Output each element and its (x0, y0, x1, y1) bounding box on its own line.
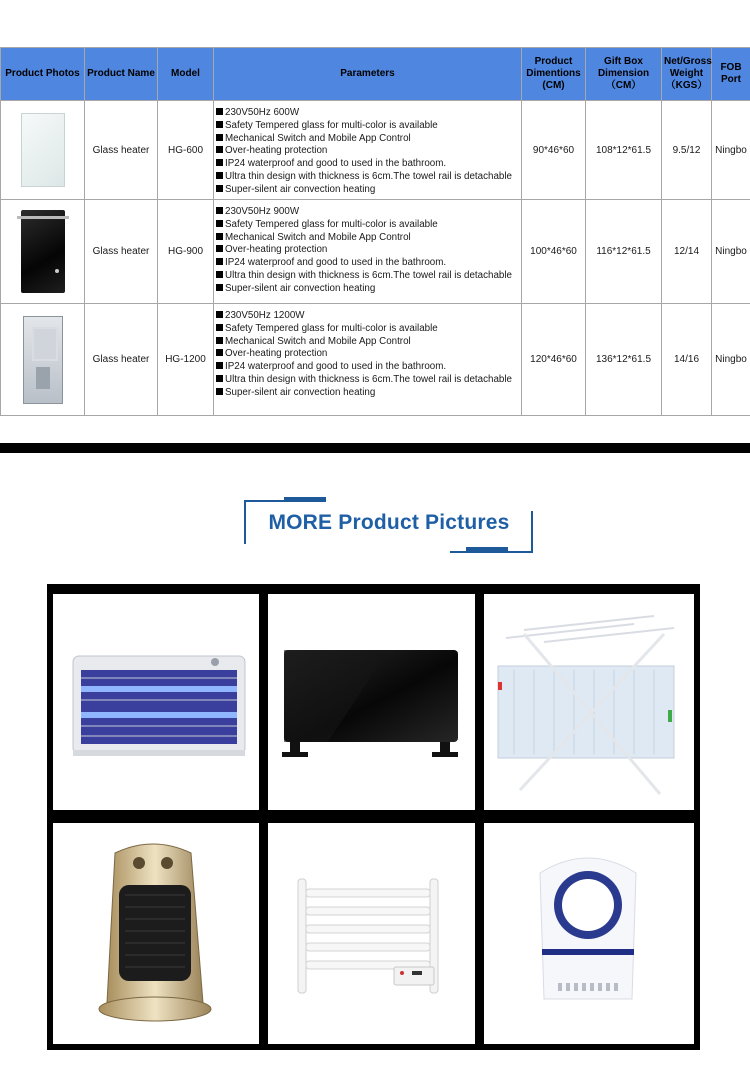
param-line: Mechanical Switch and Mobile App Control (216, 336, 521, 349)
product-dimensions: 120*46*60 (522, 304, 586, 416)
parameters (214, 200, 522, 304)
product-photo-cell (1, 304, 85, 416)
header-weight: Net/Gross Weight （KGS） (662, 48, 712, 101)
param-line: Mechanical Switch and Mobile App Control (216, 232, 521, 245)
black-glass-heater-image (21, 210, 65, 293)
towel-rail-icon (268, 823, 475, 1044)
gallery-item-ceramic-fan-heater (53, 823, 259, 1044)
param-line: IP24 waterproof and good to used in the bathroom. (216, 257, 521, 270)
fob-port: Ningbo (712, 304, 750, 416)
param-line: IP24 waterproof and good to used in the bathroom. (216, 158, 521, 171)
frame-top-accent (284, 497, 326, 502)
fob-port: Ningbo (712, 101, 750, 200)
black-convector-icon (268, 594, 475, 810)
param-line: Super-silent air convection heating (216, 283, 521, 296)
product-name: Glass heater (85, 304, 158, 416)
header-product-dimensions: Product Dimentions (CM) (522, 48, 586, 101)
table-row (1, 200, 750, 304)
header-product-name: Product Name (85, 48, 158, 101)
gallery-item-mosquito-trap (484, 823, 694, 1044)
param-line: Mechanical Switch and Mobile App Control (216, 133, 521, 146)
header-parameters: Parameters (214, 48, 522, 101)
param-line: Super-silent air convection heating (216, 184, 521, 197)
section-heading-frame (244, 497, 534, 553)
product-dimensions: 90*46*60 (522, 101, 586, 200)
silver-heater-image (23, 316, 63, 404)
param-line: Super-silent air convection heating (216, 387, 521, 400)
param-line: 230V50Hz 900W (216, 206, 521, 219)
product-name: Glass heater (85, 200, 158, 304)
header-model: Model (158, 48, 214, 101)
section-title: MORE Product Pictures (268, 511, 510, 534)
section-divider (0, 443, 750, 453)
product-name: Glass heater (85, 101, 158, 200)
panel-heater-rack-icon (484, 594, 694, 810)
param-line: Ultra thin design with thickness is 6cm.The towel rail is detachable (216, 171, 521, 184)
param-line: Ultra thin design with thickness is 6cm.The towel rail is detachable (216, 270, 521, 283)
gallery-item-black-convector (268, 594, 475, 810)
param-line: Over-heating protection (216, 145, 521, 158)
product-dimensions: 100*46*60 (522, 200, 586, 304)
param-line: Ultra thin design with thickness is 6cm.The towel rail is detachable (216, 374, 521, 387)
gallery-item-panel-heater-rack (484, 594, 694, 810)
product-photo-cell (1, 101, 85, 200)
param-line: 230V50Hz 1200W (216, 310, 521, 323)
table-row (1, 101, 750, 200)
product-gallery (47, 584, 700, 1050)
param-line: Over-heating protection (216, 244, 521, 257)
table-row (1, 304, 750, 416)
mosquito-killer-icon (53, 594, 259, 810)
weight: 9.5/12 (662, 101, 712, 200)
param-line: Safety Tempered glass for multi-color is available (216, 120, 521, 133)
header-fob-port: FOB Port (712, 48, 750, 101)
gift-box-dimension: 136*12*61.5 (586, 304, 662, 416)
param-line: Safety Tempered glass for multi-color is available (216, 219, 521, 232)
gift-box-dimension: 108*12*61.5 (586, 101, 662, 200)
table-header-row (1, 48, 750, 101)
model: HG-900 (158, 200, 214, 304)
header-gift-box-dimension: Gift Box Dimension （CM） (586, 48, 662, 101)
parameters (214, 304, 522, 416)
header-product-photos: Product Photos (1, 48, 85, 101)
mosquito-trap-icon (484, 823, 694, 1044)
param-line: Safety Tempered glass for multi-color is available (216, 323, 521, 336)
gallery-item-towel-rail (268, 823, 475, 1044)
ceramic-heater-icon (53, 823, 259, 1044)
spec-table (0, 47, 750, 416)
parameters (214, 101, 522, 200)
gallery-item-mosquito-killer (53, 594, 259, 810)
model: HG-600 (158, 101, 214, 200)
fob-port: Ningbo (712, 200, 750, 304)
weight: 14/16 (662, 304, 712, 416)
param-line: 230V50Hz 600W (216, 107, 521, 120)
param-line: IP24 waterproof and good to used in the bathroom. (216, 361, 521, 374)
param-line: Over-heating protection (216, 348, 521, 361)
gift-box-dimension: 116*12*61.5 (586, 200, 662, 304)
frame-bottom-accent (466, 547, 508, 552)
product-photo-cell (1, 200, 85, 304)
model: HG-1200 (158, 304, 214, 416)
white-glass-heater-image (21, 113, 65, 187)
weight: 12/14 (662, 200, 712, 304)
